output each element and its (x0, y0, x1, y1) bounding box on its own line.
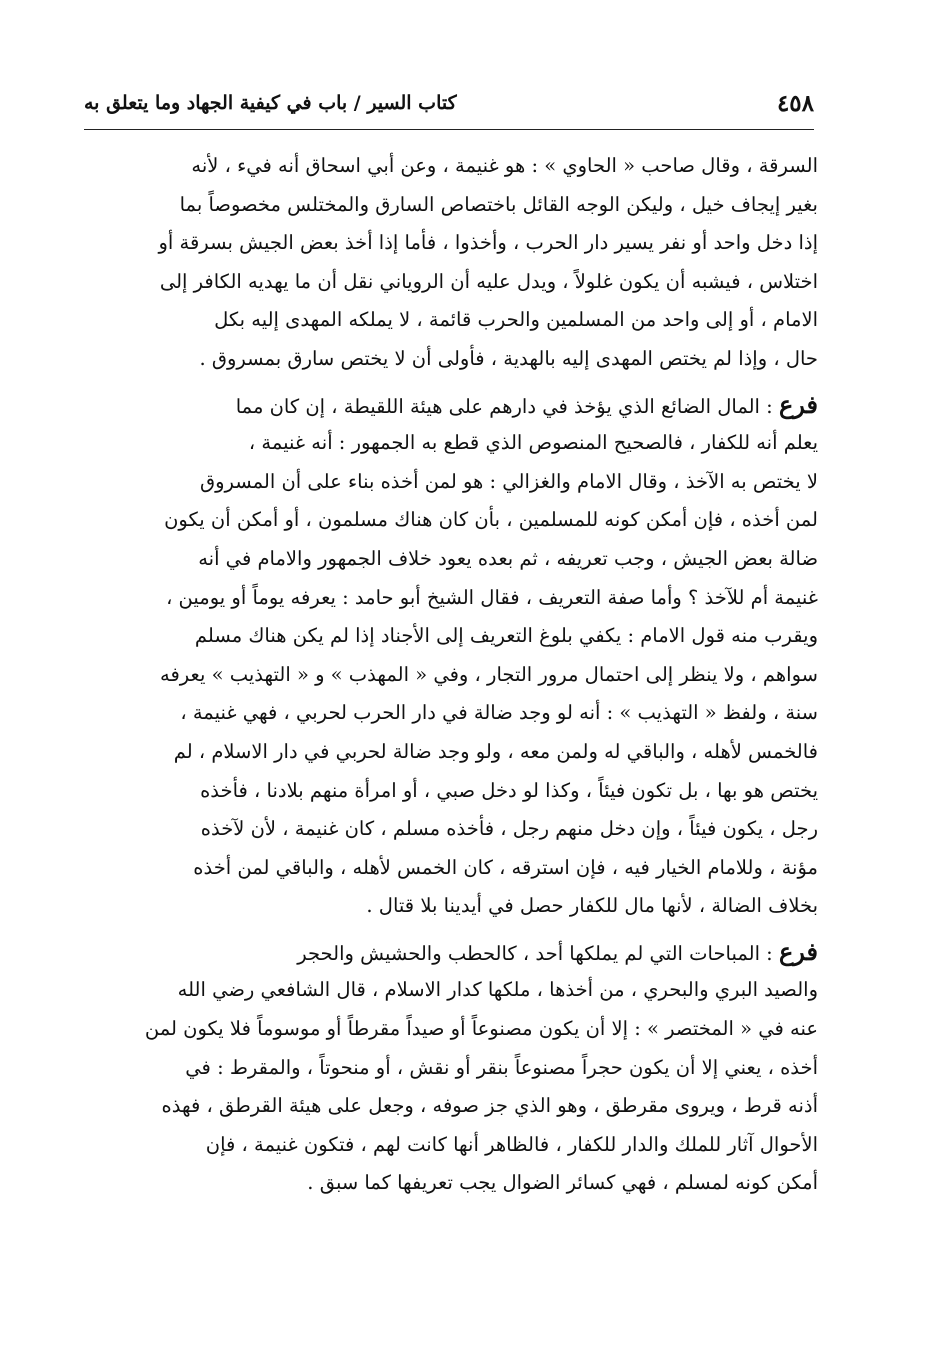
text-line: لمن أخذه ، فإن أمكن كونه للمسلمين ، بأن كان هناك مسلمون ، أو أمكن أن يكون (164, 508, 818, 532)
header-divider (84, 129, 814, 130)
text-line: والصيد البري والبحري ، من أخذها ، ملكها كدار الاسلام ، قال الشافعي رضي الله (177, 978, 818, 1002)
text-line: سواهم ، ولا ينظر إلى احتمال مرور التجار ، وفي « المهذب » و « التهذيب » يعرفه (160, 662, 818, 686)
text-line: سنة ، ولفظ « التهذيب » : أنه لو وجد ضالة في دار الحرب لحربي ، فهي غنيمة ، (180, 701, 818, 725)
text-line: أمكن كونه لمسلم ، فهي كسائر الضوال يجب تعريفها كما سبق . (307, 1171, 818, 1195)
text-line: اختلاس ، فيشبه أن يكون غلولاً ، ويدل عليه أن الروياني نقل أن ما يهديه الكافر إلى (159, 269, 818, 293)
text-line: بخلاف الضالة ، لأنها مال للكفار حصل في أيدينا بلا قتال . (366, 894, 818, 918)
text-fragment: : المال الضائع الذي يؤخذ في دارهم على هيئة اللقيطة ، إن كان مما (235, 394, 779, 418)
section-label: فرع (778, 936, 818, 966)
text-line: لا يختص به الآخذ ، وقال الامام والغزالي : هو لمن أخذه بناء على أن المسروق (199, 469, 818, 493)
text-line: حال ، وإذا لم يختص المهدى إليه بالهدية ، فأولى أن لا يختص سارق بمسروق . (199, 346, 818, 370)
text-line: الامام ، أو إلى واحد من المسلمين والحرب قائمة ، لا يملكه المهدى إليه بكل (214, 308, 818, 332)
page-number: ٤٥٨ (776, 90, 814, 117)
text-line-first (80, 386, 818, 425)
text-line: عنه في « المختصر » : إلا أن يكون مصنوعاً أو صيداً مقرطاً أو موسوماً فلا يكون لمن (144, 1017, 818, 1041)
text-fragment: : المباحات التي لم يملكها أحد ، كالحطب والحشيش والحجر (297, 941, 779, 965)
text-line: أخذه ، يعني إلا أن يكون حجراً مصنوعاً بنقر أو نقش ، أو منحوتاً ، والمقرط : في (185, 1055, 818, 1079)
text-line: أذنه قرط ، ويروى مقرطق ، وهو الذي جز صوفه ، وجعل على هيئة القرطق ، فهذه (161, 1094, 818, 1118)
text-line: ويقرب منه قول الامام : يكفي بلوغ التعريف إلى الأجناد إذا لم يكن هناك مسلم (194, 624, 818, 648)
text-line: ضالة بعض الجيش ، وجب تعريفه ، ثم بعده يعود خلاف الجمهور والامام في أنه (198, 546, 818, 570)
paragraph-2 (80, 386, 818, 926)
text-line: مؤنة ، وللامام الخيار فيه ، فإن استرقه ، كان الخمس لأهله ، والباقي لمن أخذه (193, 855, 818, 879)
text-line: يختص هو بها ، بل تكون فيئاً ، وكذا لو دخل صبي ، أو امرأة منهم بلادنا ، فأخذه (200, 778, 818, 802)
text-line: فالخمس لأهله ، والباقي له ولمن معه ، ولو وجد ضالة لحربي في دار الاسلام ، لم (173, 739, 818, 763)
text-line-first (80, 933, 818, 972)
text-line: الأحوال آثار للملك والدار للكفار ، فالظاهر أنها كانت لهم ، فتكون غنيمة ، فإن (205, 1132, 818, 1156)
section-label: فرع (778, 389, 818, 419)
text-line: يعلم أنه للكفار ، فالصحيح المنصوص الذي قطع به الجمهور : أنه غنيمة ، (248, 431, 818, 455)
text-line: السرقة ، وقال صاحب « الحاوي » : هو غنيمة ، وعن أبي اسحاق أنه فيء ، لأنه (191, 154, 818, 177)
text-line: بغير إيجاف خيل ، وليكن الوجه القائل باختصاص السارق والمختلس مخصوصاً بما (179, 192, 818, 216)
running-title: كتاب السير / باب في كيفية الجهاد وما يتعلق به (84, 92, 457, 114)
page-header (84, 88, 814, 124)
text-line: رجل ، يكون فيئاً ، وإن دخل منهم رجل ، فأخذه مسلم ، كان غنيمة ، لأن لآخذه (200, 817, 818, 841)
text-line: غنيمة أم للآخذ ؟ وأما صفة التعريف ، فقال الشيخ أبو حامد : يعرفه يوماً أو يومين ، (166, 585, 818, 609)
paragraph-1 (80, 147, 818, 379)
paragraph-3 (80, 933, 818, 1203)
text-line: إذا دخل واحد أو نفر يسير دار الحرب ، وأخذوا ، فأما إذا أخذ بعض الجيش بسرقة أو (158, 231, 818, 255)
page-body (80, 147, 818, 1210)
